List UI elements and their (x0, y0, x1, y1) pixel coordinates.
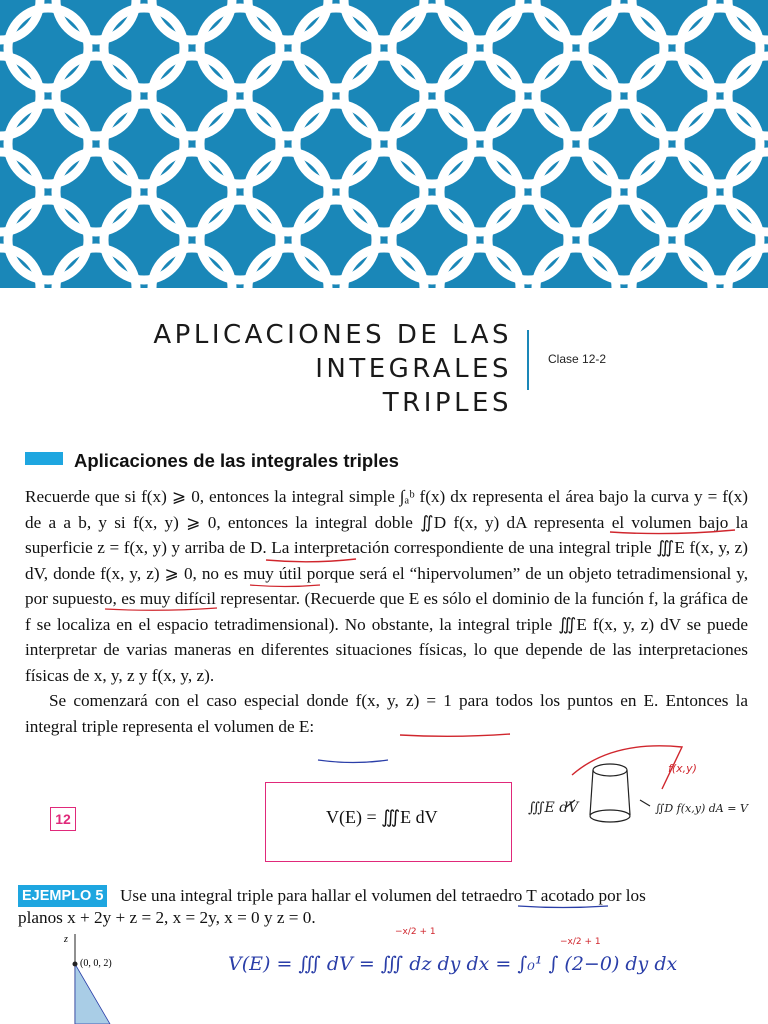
underline-surface (266, 559, 356, 562)
cylinder-left (590, 770, 593, 815)
underline-volume (318, 760, 388, 763)
vertex-label: (0, 0, 2) (80, 958, 112, 969)
example-text-line-1: Use una integral triple para hallar el volumen del tetraedro T acotado por los (120, 886, 646, 905)
note-double-integral: ∬D f(x,y) dA = V (655, 802, 748, 815)
volume-formula: V(E) = ∭E dV (326, 807, 438, 827)
section-heading: Aplicaciones de las integrales triples (74, 450, 399, 471)
cylinder-base (590, 810, 630, 822)
underline-hypervolume (105, 608, 217, 610)
note-fxy: f(x,y) (668, 762, 697, 775)
limit-y-upper: −x/2 + 1 (560, 937, 601, 947)
surface-sketch (572, 746, 682, 789)
slide-subtitle: Clase 12-2 (548, 352, 607, 366)
example-badge: EJEMPLO 5 (18, 885, 107, 907)
title-line-2: TRIPLES (382, 388, 512, 418)
limit-z-upper: −x/2 + 1 (395, 927, 436, 937)
paragraph-2: Se comenzará con el caso especial donde f(x, y, z) = 1 para todos los puntos en E. Entonces la integral triple representa el volumen de E: (25, 691, 748, 736)
title-line-1: APLICACIONES DE LAS INTEGRALES (153, 320, 512, 384)
note-triple-integral: ∭E dV (528, 800, 579, 816)
underline-triple-integral (250, 585, 320, 587)
cylinder-right (627, 770, 630, 815)
arrow-right (640, 800, 650, 806)
z-axis-label: z (64, 934, 68, 945)
example-text-line-2: planos x + 2y + z = 2, x = 2y, x = 0 y z = 0. (18, 908, 316, 927)
underline-represents (610, 530, 735, 534)
handwritten-work: V(E) = ∭ dV = ∭ dz dy dx = ∫₀¹ ∫ (2−0) dy dx (228, 953, 678, 975)
underline-f-equals-1 (400, 734, 510, 736)
paragraph-1: Recuerde que si f(x) ⩾ 0, entonces la integral simple ∫ₐᵇ f(x) dx representa el área bajo la curva y = f(x) de a a b, y si f(x, y) ⩾ 0, entonces la integral doble ∬D f(x, y) dA representa el volumen bajo la superficie z = f(x, y) y arriba de D. La interpretación correspondiente de una integral triple ∭E f(x, y, z) dV, donde f(x, y, z) ⩾ 0, no es muy útil porque será el “hipervolumen” de un objeto tetradimensional y, por supuesto, es muy difícil representar. (Recuerde que E es sólo el dominio de la función f, la gráfica de f se localiza en el espacio tetradimensional). No obstante, la integral triple ∭E f(x, y, z) dV se puede interpretar de varias maneras en diferentes situaciones físicas, lo que depende de las interpretaciones físicas de x, y, z y f(x, y, z). (25, 487, 748, 685)
cylinder-top (593, 764, 627, 776)
underline-tetrahedron (518, 906, 608, 908)
equation-number: 12 (50, 807, 76, 831)
